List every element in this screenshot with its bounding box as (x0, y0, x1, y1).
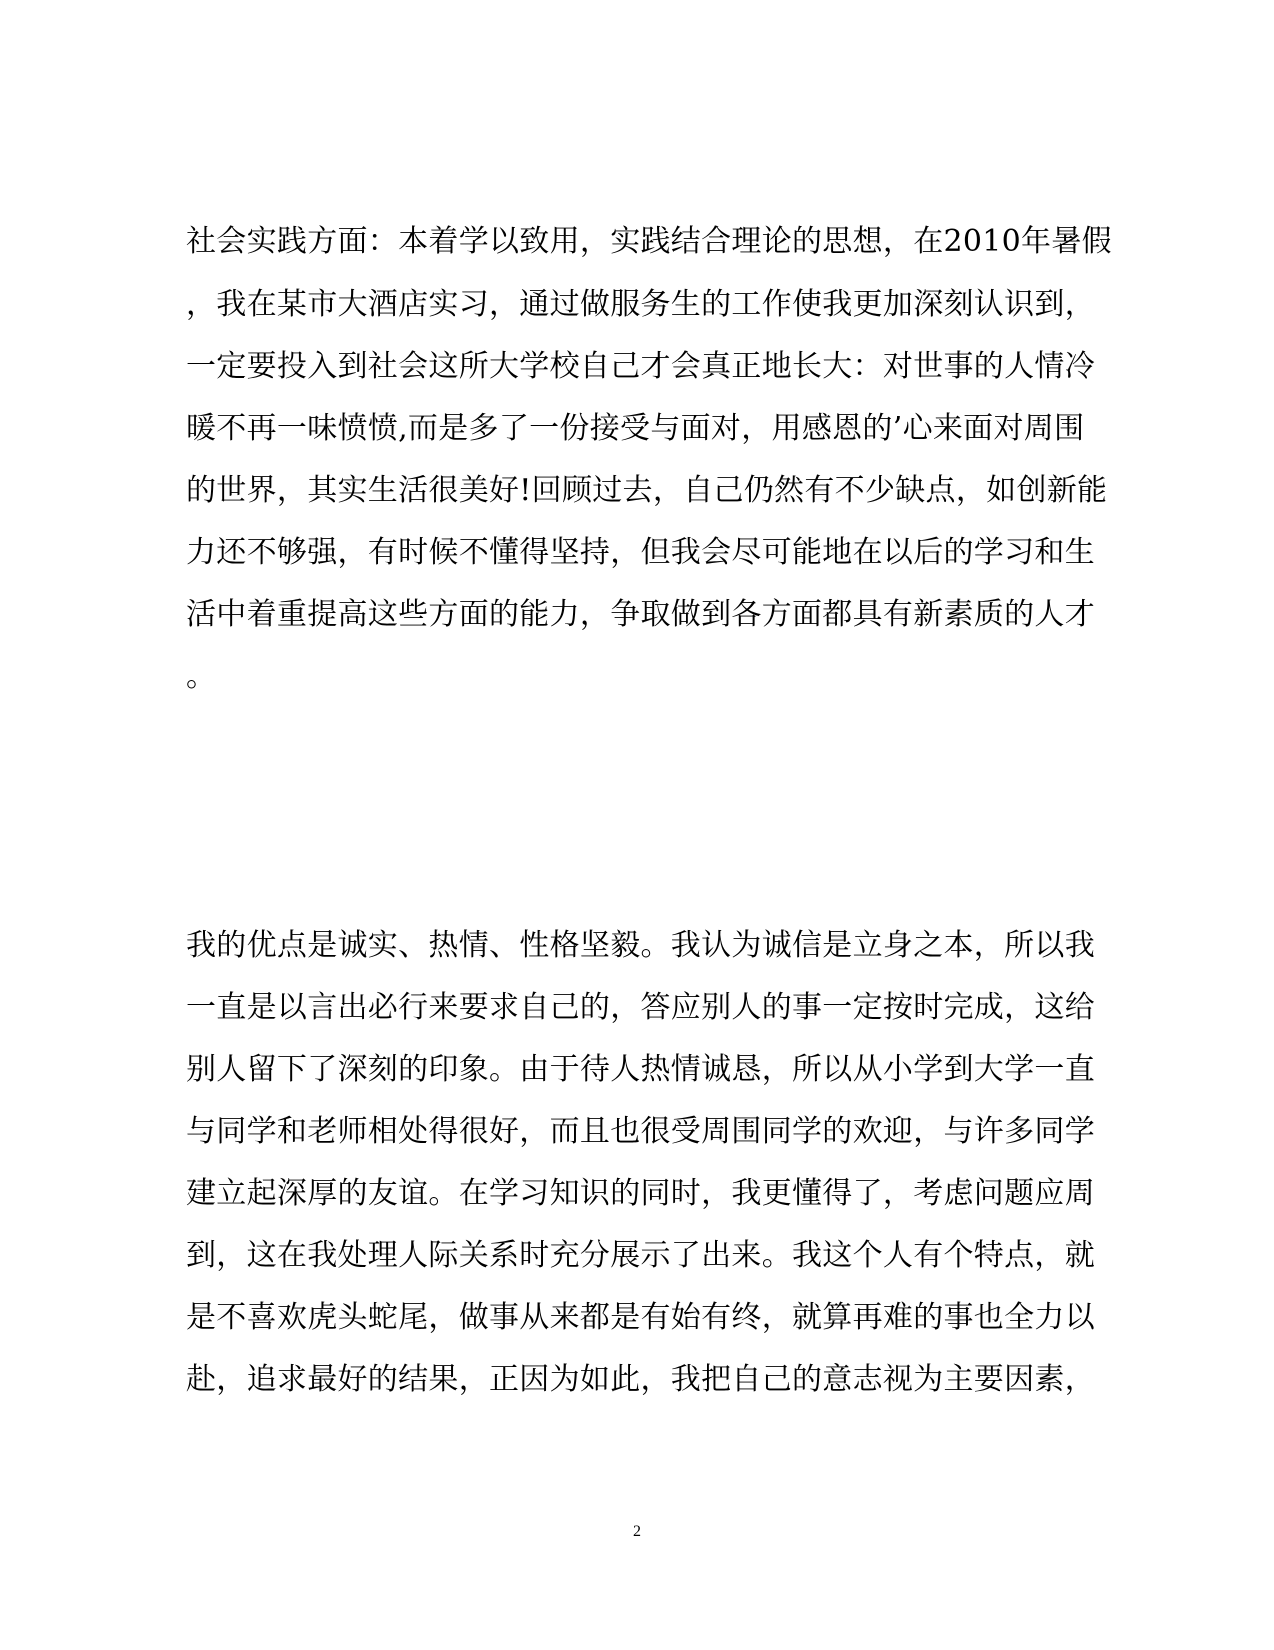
text-line: 暖不再一味愤愤,而是多了一份接受与面对，用感恩的’心来面对周围 (186, 411, 1085, 446)
text-line: 与同学和老师相处得很好，而且也很受周围同学的欢迎，与许多同学 (186, 1114, 1095, 1149)
text-line: 。 (186, 659, 217, 694)
text-line: 别人留下了深刻的印象。由于待人热情诚恳，所以从小学到大学一直 (186, 1052, 1095, 1087)
text-line: 赴，追求最好的结果，正因为如此，我把自己的意志视为主要因素， (186, 1362, 1095, 1397)
text-line: 一直是以言出必行来要求自己的，答应别人的事一定按时完成，这给 (186, 990, 1095, 1025)
text-line: 力还不够强，有时候不懂得坚持，但我会尽可能地在以后的学习和生 (186, 535, 1095, 570)
text-line: ，我在某市大酒店实习，通过做服务生的工作使我更加深刻认识到， (186, 287, 1095, 322)
text-line: 建立起深厚的友谊。在学习知识的同时，我更懂得了，考虑问题应周 (186, 1176, 1095, 1211)
text-line: 的世界，其实生活很美好!回顾过去，自己仍然有不少缺点，如创新能 (186, 473, 1108, 508)
text-line: 到，这在我处理人际关系时充分展示了出来。我这个人有个特点，就 (186, 1238, 1095, 1273)
page-number: 2 (633, 1523, 641, 1540)
text-line: 我的优点是诚实、热情、性格坚毅。我认为诚信是立身之本，所以我 (186, 928, 1095, 963)
text-line: 活中着重提高这些方面的能力，争取做到各方面都具有新素质的人才 (186, 597, 1095, 632)
text-line: 一定要投入到社会这所大学校自己才会真正地长大：对世事的人情冷 (186, 349, 1095, 384)
text-line: 社会实践方面：本着学以致用，实践结合理论的思想，在2010年暑假 (186, 224, 1112, 259)
text-line: 是不喜欢虎头蛇尾，做事从来都是有始有终，就算再难的事也全力以 (186, 1300, 1095, 1335)
